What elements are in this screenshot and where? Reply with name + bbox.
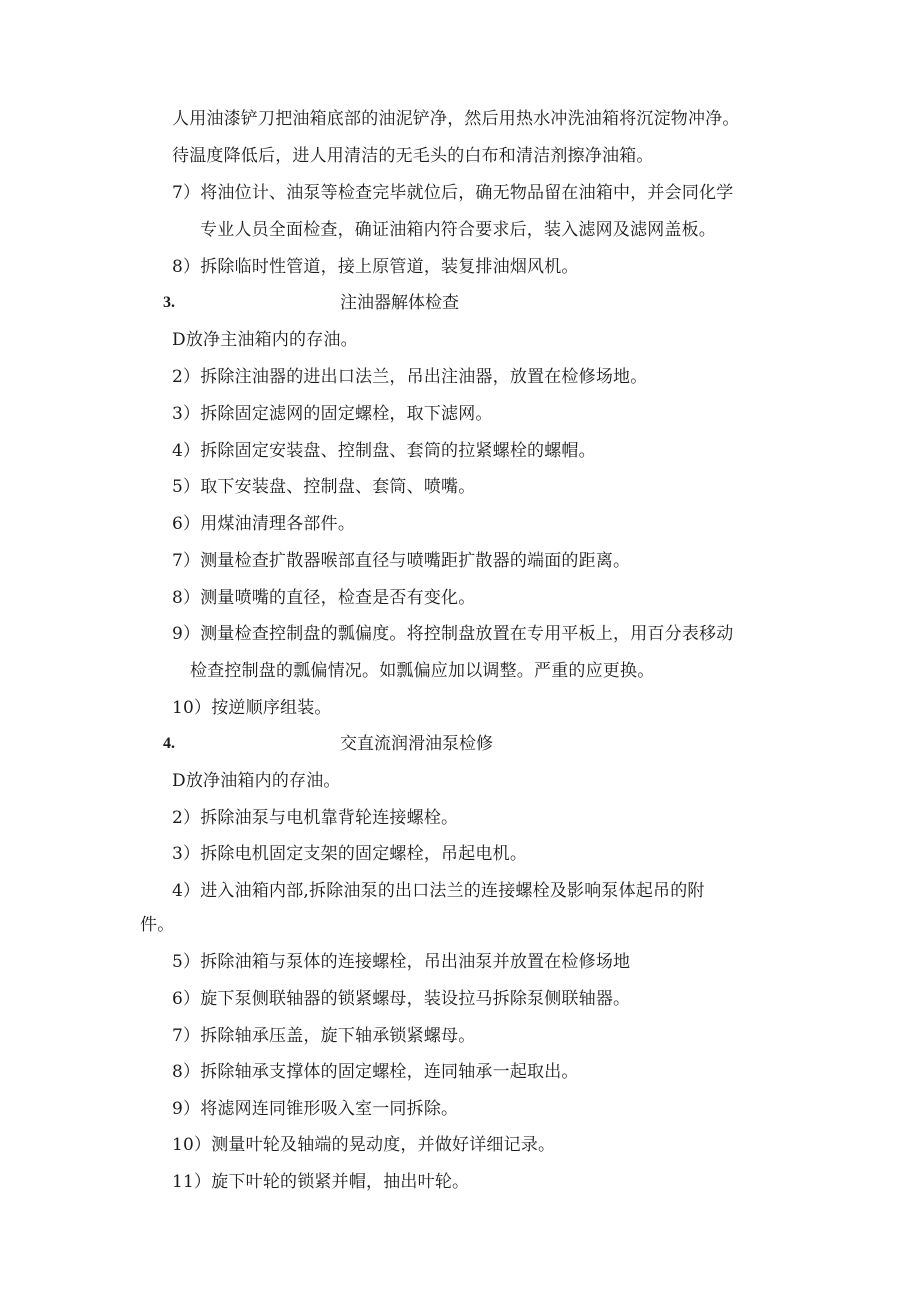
paragraph-line: 待温度降低后，进人用清洁的无毛头的白布和清洁剂擦净油箱。 [172, 146, 654, 166]
list-item: 8）拆除轴承支撑体的固定螺栓，连同轴承一起取出。 [172, 1062, 579, 1082]
list-item: D放净油箱内的存油。 [172, 771, 341, 791]
list-item: 6）旋下泵侧联轴器的锁紧螺母，装设拉马拆除泵侧联轴器。 [172, 989, 631, 1009]
list-item: 4）拆除固定安装盘、控制盘、套筒的拉紧螺栓的螺帽。 [172, 441, 596, 461]
list-item: 3）拆除电机固定支架的固定螺栓，吊起电机。 [172, 844, 528, 864]
list-item: 7）将油位计、油泵等检查完毕就位后，确无物品留在油箱中，并会同化学 [172, 183, 734, 203]
list-item: 8）拆除临时性管道，接上原管道，装复排油烟风机。 [172, 257, 579, 277]
paragraph-line: 人用油漆铲刀把油箱底部的油泥铲净，然后用热水冲洗油箱将沉淀物冲净。 [172, 109, 740, 129]
list-item: 4）进入油箱内部,拆除油泵的出口法兰的连接螺栓及影响泵体起吊的附 [172, 881, 705, 901]
section-number: 3. [163, 294, 175, 311]
list-item: 10）测量叶轮及轴端的晃动度，并做好详细记录。 [172, 1135, 556, 1155]
section-title: 注油器解体检查 [340, 293, 459, 313]
list-item: 6）用煤油清理各部件。 [172, 514, 356, 534]
list-item: D放净主油箱内的存油。 [172, 330, 358, 350]
list-item-continuation: 件。 [140, 915, 175, 935]
section-number: 4. [163, 735, 175, 752]
list-item: 3）拆除固定滤网的固定螺栓，取下滤网。 [172, 404, 493, 424]
list-item-continuation: 检查控制盘的瓢偏情况。如瓢偏应加以调整。严重的应更换。 [190, 661, 655, 681]
list-item: 5）取下安装盘、控制盘、套筒、喷嘴。 [172, 477, 476, 497]
list-item: 8）测量喷嘴的直径，检查是否有变化。 [172, 588, 476, 608]
list-item-continuation: 专业人员全面检查，确证油箱内符合要求后，装入滤网及滤网盖板。 [200, 220, 716, 240]
list-item: 10）按逆顺序组装。 [172, 698, 332, 718]
list-item: 2）拆除油泵与电机靠背轮连接螺栓。 [172, 808, 459, 828]
list-item: 7）拆除轴承压盖，旋下轴承锁紧螺母。 [172, 1026, 476, 1046]
list-item: 9）将滤网连同锥形吸入室一同拆除。 [172, 1099, 459, 1119]
list-item: 11）旋下叶轮的锁紧并帽，抽出叶轮。 [172, 1172, 470, 1192]
list-item: 2）拆除注油器的进出口法兰，吊出注油器，放置在检修场地。 [172, 367, 648, 387]
list-item: 9）测量检查控制盘的瓢偏度。将控制盘放置在专用平板上，用百分表移动 [172, 624, 734, 644]
section-title: 交直流润滑油泵检修 [340, 734, 493, 754]
list-item: 7）测量检查扩散器喉部直径与喷嘴距扩散器的端面的距离。 [172, 551, 631, 571]
list-item: 5）拆除油箱与泵体的连接螺栓，吊出油泵并放置在检修场地 [172, 952, 631, 972]
